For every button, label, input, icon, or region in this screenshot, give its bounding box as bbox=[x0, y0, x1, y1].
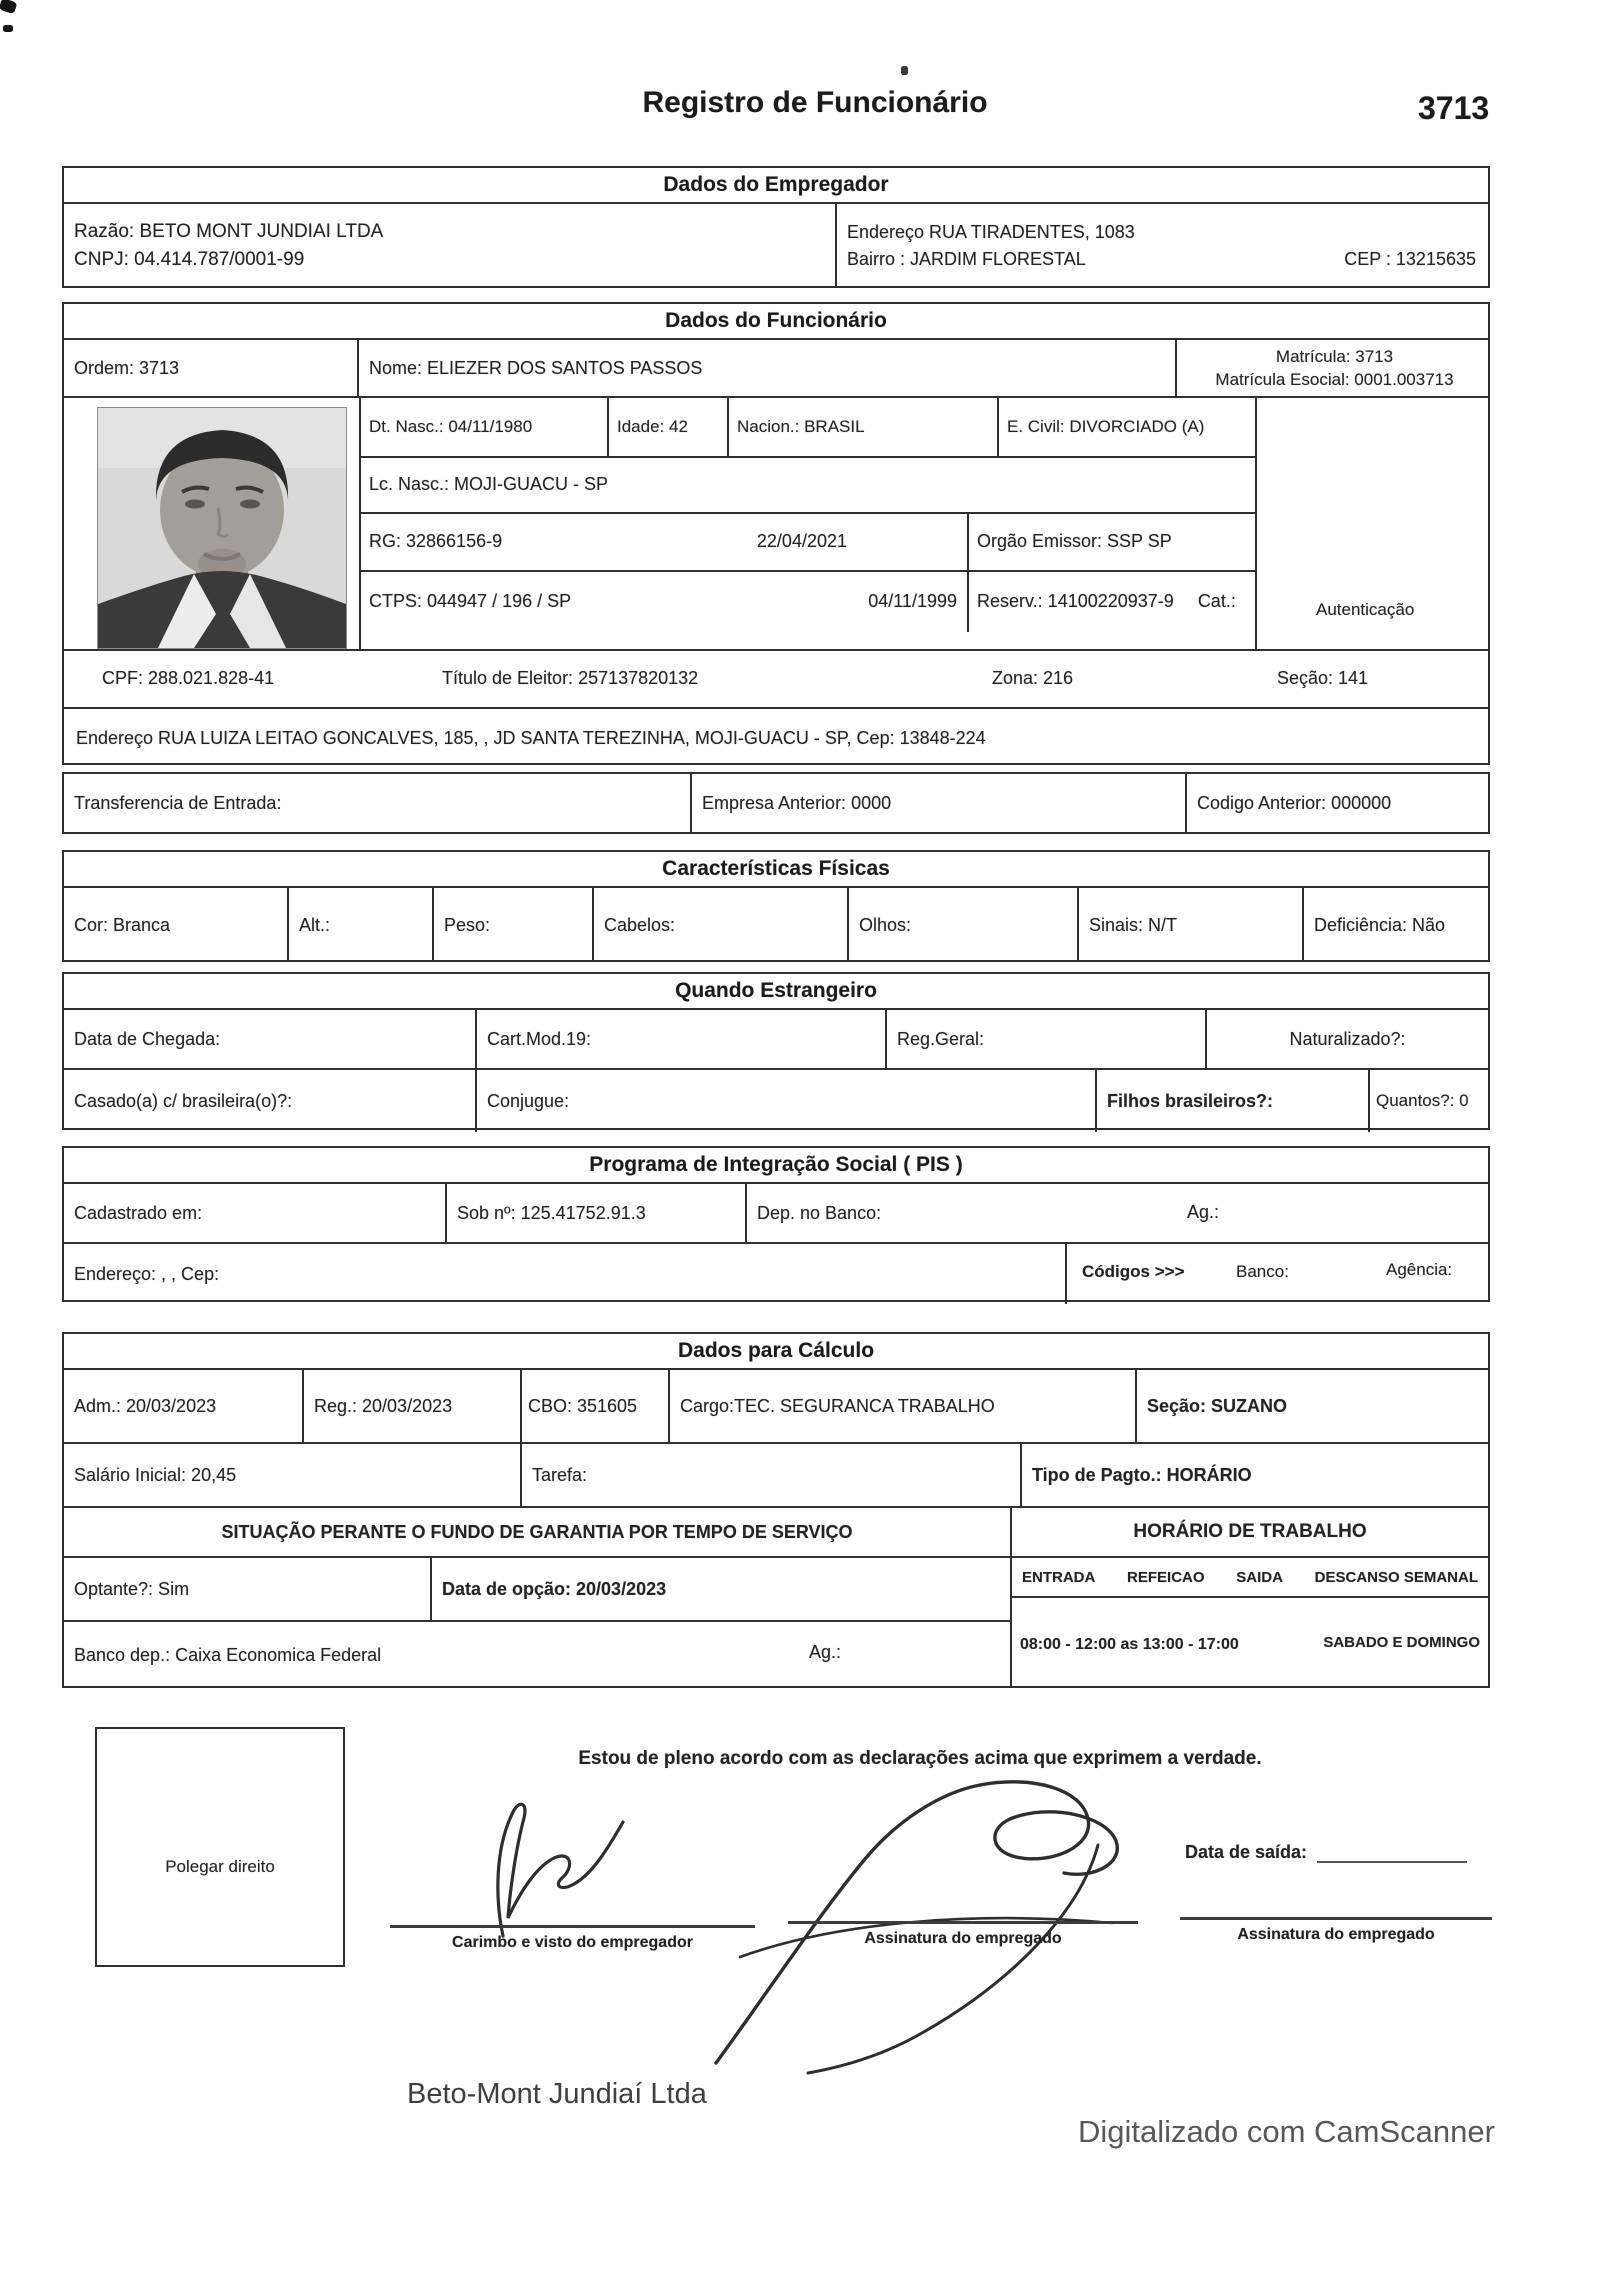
footer-company-name: Beto-Mont Jundiaí Ltda bbox=[407, 2078, 707, 2110]
pis-numero: Sob nº: 125.41752.91.3 bbox=[447, 1184, 747, 1242]
horario-header: HORÁRIO DE TRABALHO bbox=[1012, 1508, 1488, 1558]
fgts-header: SITUAÇÃO PERANTE O FUNDO DE GARANTIA POR TEMPO DE SERVIÇO bbox=[64, 1508, 1010, 1558]
page-title: Registro de Funcionário bbox=[642, 86, 988, 119]
section-estrangeiro bbox=[62, 972, 1490, 1130]
tarefa: Tarefa: bbox=[522, 1444, 1022, 1506]
ctps: CTPS: 044947 / 196 / SP bbox=[369, 590, 572, 611]
section-caracteristicas bbox=[62, 850, 1490, 962]
funcionario-row-ctps bbox=[359, 570, 1257, 651]
banco-deposito: Banco dep.: Caixa Economica Federal bbox=[74, 1644, 382, 1665]
codigos-banco: Banco: bbox=[1236, 1262, 1289, 1281]
reg-geral: Reg.Geral: bbox=[887, 1010, 1207, 1068]
section-funcionario-header: Dados do Funcionário bbox=[64, 304, 1488, 340]
autenticacao-label: Autenticação bbox=[1316, 600, 1415, 619]
col-descanso: DESCANSO SEMANAL bbox=[1314, 1568, 1478, 1586]
data-saida bbox=[1185, 1842, 1467, 1863]
data-chegada: Data de Chegada: bbox=[64, 1010, 477, 1068]
col-refeicao: REFEICAO bbox=[1127, 1568, 1205, 1586]
titulo-eleitor: Título de Eleitor: 257137820132 bbox=[442, 668, 699, 688]
section-empregador-header: Dados do Empregador bbox=[64, 168, 1488, 204]
form-number: 3713 bbox=[1418, 90, 1490, 126]
zona-eleitoral: Zona: 216 bbox=[992, 668, 1074, 688]
codigo-anterior: Codigo Anterior: 000000 bbox=[1197, 792, 1392, 813]
data-saida-label: Data de saída: bbox=[1185, 1842, 1308, 1862]
employer-signature-label: Carimbo e visto do empregador bbox=[452, 1934, 693, 1951]
data-opcao: Data de opção: 20/03/2023 bbox=[442, 1578, 667, 1599]
section-pis-header: Programa de Integração Social ( PIS ) bbox=[64, 1148, 1488, 1184]
scan-artifact bbox=[0, 0, 17, 14]
cbo: CBO: 351605 bbox=[522, 1370, 670, 1442]
empregador-cep: CEP : 13215635 bbox=[1344, 249, 1476, 269]
local-nascimento: Lc. Nasc.: MOJI-GUACU - SP bbox=[369, 473, 609, 494]
declaracao: Estou de pleno acordo com as declarações acima que exprimem a verdade. bbox=[578, 1748, 1262, 1769]
banco-dep-row bbox=[64, 1622, 1010, 1688]
empregador-left-cell bbox=[64, 204, 837, 288]
col-entrada: ENTRADA bbox=[1022, 1568, 1096, 1586]
empregador-endereco: Endereço RUA TIRADENTES, 1083 bbox=[847, 222, 1135, 242]
secao-trabalho: Seção: SUZANO bbox=[1147, 1395, 1288, 1416]
scan-artifact bbox=[901, 66, 908, 75]
peso: Peso: bbox=[434, 888, 594, 962]
orgao-emissor: Orgão Emissor: SSP SP bbox=[977, 530, 1172, 551]
funcionario-row-lcnasc bbox=[359, 456, 1257, 514]
horario-col-labels bbox=[1012, 1558, 1488, 1598]
salario-inicial: Salário Inicial: 20,45 bbox=[64, 1444, 522, 1506]
secao-eleitoral: Seção: 141 bbox=[1277, 668, 1369, 688]
pis-agencia: Ag.: bbox=[1187, 1202, 1220, 1222]
idade: Idade: 42 bbox=[609, 398, 729, 456]
cadastrado-em: Cadastrado em: bbox=[64, 1184, 447, 1242]
rg-data: 22/04/2021 bbox=[756, 530, 847, 551]
section-caracteristicas-header: Características Físicas bbox=[64, 852, 1488, 888]
transferencia-entrada: Transferencia de Entrada: bbox=[64, 774, 692, 832]
funcionario-row-endereco bbox=[64, 707, 1488, 767]
estado-civil: E. Civil: DIVORCIADO (A) bbox=[1007, 417, 1205, 436]
codigos-label: Códigos >>> bbox=[1082, 1262, 1185, 1281]
funcionario-row-1 bbox=[64, 340, 1488, 398]
cart-mod-19: Cart.Mod.19: bbox=[477, 1010, 887, 1068]
matricula: Matrícula: 3713 bbox=[1275, 346, 1394, 366]
cabelos: Cabelos: bbox=[594, 888, 849, 962]
funcionario-row-cpf bbox=[64, 649, 1488, 707]
reservista: Reserv.: 14100220937-9 bbox=[977, 590, 1174, 611]
codigos-agencia: Agência: bbox=[1386, 1260, 1453, 1279]
matricula-esocial: Matrícula Esocial: 0001.003713 bbox=[1215, 369, 1454, 389]
employee-signature-label-2: Assinatura do empregado bbox=[1237, 1926, 1435, 1943]
admissao: Adm.: 20/03/2023 bbox=[64, 1370, 304, 1442]
data-saida-line bbox=[1317, 1845, 1467, 1863]
olhos: Olhos: bbox=[849, 888, 1079, 962]
filhos-brasileiros: Filhos brasileiros?: bbox=[1097, 1070, 1370, 1132]
deficiencia: Deficiência: Não bbox=[1314, 914, 1446, 935]
employee-signature-line-1 bbox=[788, 1921, 1138, 1924]
employee-photo bbox=[97, 407, 347, 649]
cpf: CPF: 288.021.828-41 bbox=[102, 668, 275, 688]
section-empregador bbox=[62, 166, 1490, 288]
funcionario-endereco: Endereço RUA LUIZA LEITAO GONCALVES, 185, , JD SANTA TEREZINHA, MOJI-GUACU - SP, Cep: 13848-224 bbox=[76, 727, 986, 748]
section-pis bbox=[62, 1146, 1490, 1302]
pis-endereco: Endereço: , , Cep: bbox=[64, 1244, 1067, 1304]
registro: Reg.: 20/03/2023 bbox=[304, 1370, 522, 1442]
cnpj: CNPJ: 04.414.787/0001-99 bbox=[74, 249, 305, 270]
nacionalidade: Nacion.: BRASIL bbox=[729, 398, 999, 456]
polegar-label: Polegar direito bbox=[165, 1857, 275, 1876]
dep-no-banco: Dep. no Banco: bbox=[757, 1202, 882, 1223]
categoria: Cat.: bbox=[1197, 590, 1236, 611]
funcionario-row-nascimento bbox=[359, 398, 1257, 458]
scan-artifact bbox=[3, 25, 13, 32]
optante-row bbox=[64, 1558, 1010, 1622]
dt-nasc: Dt. Nasc.: 04/11/1980 bbox=[361, 398, 609, 456]
nome: Nome: ELIEZER DOS SANTOS PASSOS bbox=[359, 340, 1177, 396]
section-calculo bbox=[62, 1332, 1490, 1688]
cor: Cor: Branca bbox=[64, 888, 289, 962]
optante: Optante?: Sim bbox=[64, 1558, 432, 1620]
casado-brasileira: Casado(a) c/ brasileira(o)?: bbox=[64, 1070, 477, 1132]
descanso-valor: SABADO E DOMINGO bbox=[1323, 1634, 1480, 1651]
horario-valor: 08:00 - 12:00 as 13:00 - 17:00 bbox=[1020, 1636, 1239, 1653]
section-estrangeiro-header: Quando Estrangeiro bbox=[64, 974, 1488, 1010]
camscanner-watermark: Digitalizado com CamScanner bbox=[1078, 2114, 1495, 2149]
section-transferencia bbox=[62, 772, 1490, 834]
empregador-bairro: Bairro : JARDIM FLORESTAL bbox=[847, 249, 1086, 269]
section-calculo-header: Dados para Cálculo bbox=[64, 1334, 1488, 1370]
tipo-pagamento: Tipo de Pagto.: HORÁRIO bbox=[1032, 1464, 1252, 1485]
rg: RG: 32866156-9 bbox=[369, 530, 503, 551]
signature-employer-stamp bbox=[425, 1778, 650, 1948]
quantos: Quantos?: 0 bbox=[1376, 1091, 1469, 1110]
cargo: Cargo:TEC. SEGURANCA TRABALHO bbox=[670, 1370, 1137, 1442]
employee-signature-line-2 bbox=[1180, 1917, 1492, 1920]
horario-block bbox=[1012, 1508, 1488, 1688]
employee-signature-label-1: Assinatura do empregado bbox=[864, 1930, 1062, 1947]
altura: Alt.: bbox=[289, 888, 434, 962]
polegar-box bbox=[95, 1727, 345, 1967]
razao-social: Razão: BETO MONT JUNDIAI LTDA bbox=[74, 221, 384, 242]
sinais: Sinais: N/T bbox=[1079, 888, 1304, 962]
employer-signature-line bbox=[390, 1925, 755, 1928]
banco-agencia: Ag.: bbox=[809, 1642, 842, 1662]
col-saida: SAIDA bbox=[1236, 1568, 1283, 1586]
empresa-anterior: Empresa Anterior: 0000 bbox=[692, 774, 1187, 832]
conjugue: Conjugue: bbox=[477, 1070, 1097, 1132]
ordem: Ordem: 3713 bbox=[64, 340, 359, 396]
signature-employee bbox=[680, 1745, 1160, 2075]
empregador-right-cell bbox=[837, 204, 1492, 288]
naturalizado: Naturalizado?: bbox=[1289, 1028, 1406, 1049]
funcionario-row-rg bbox=[359, 512, 1257, 572]
fgts-block bbox=[64, 1508, 1012, 1688]
ctps-data: 04/11/1999 bbox=[868, 590, 957, 611]
section-funcionario bbox=[62, 302, 1490, 765]
